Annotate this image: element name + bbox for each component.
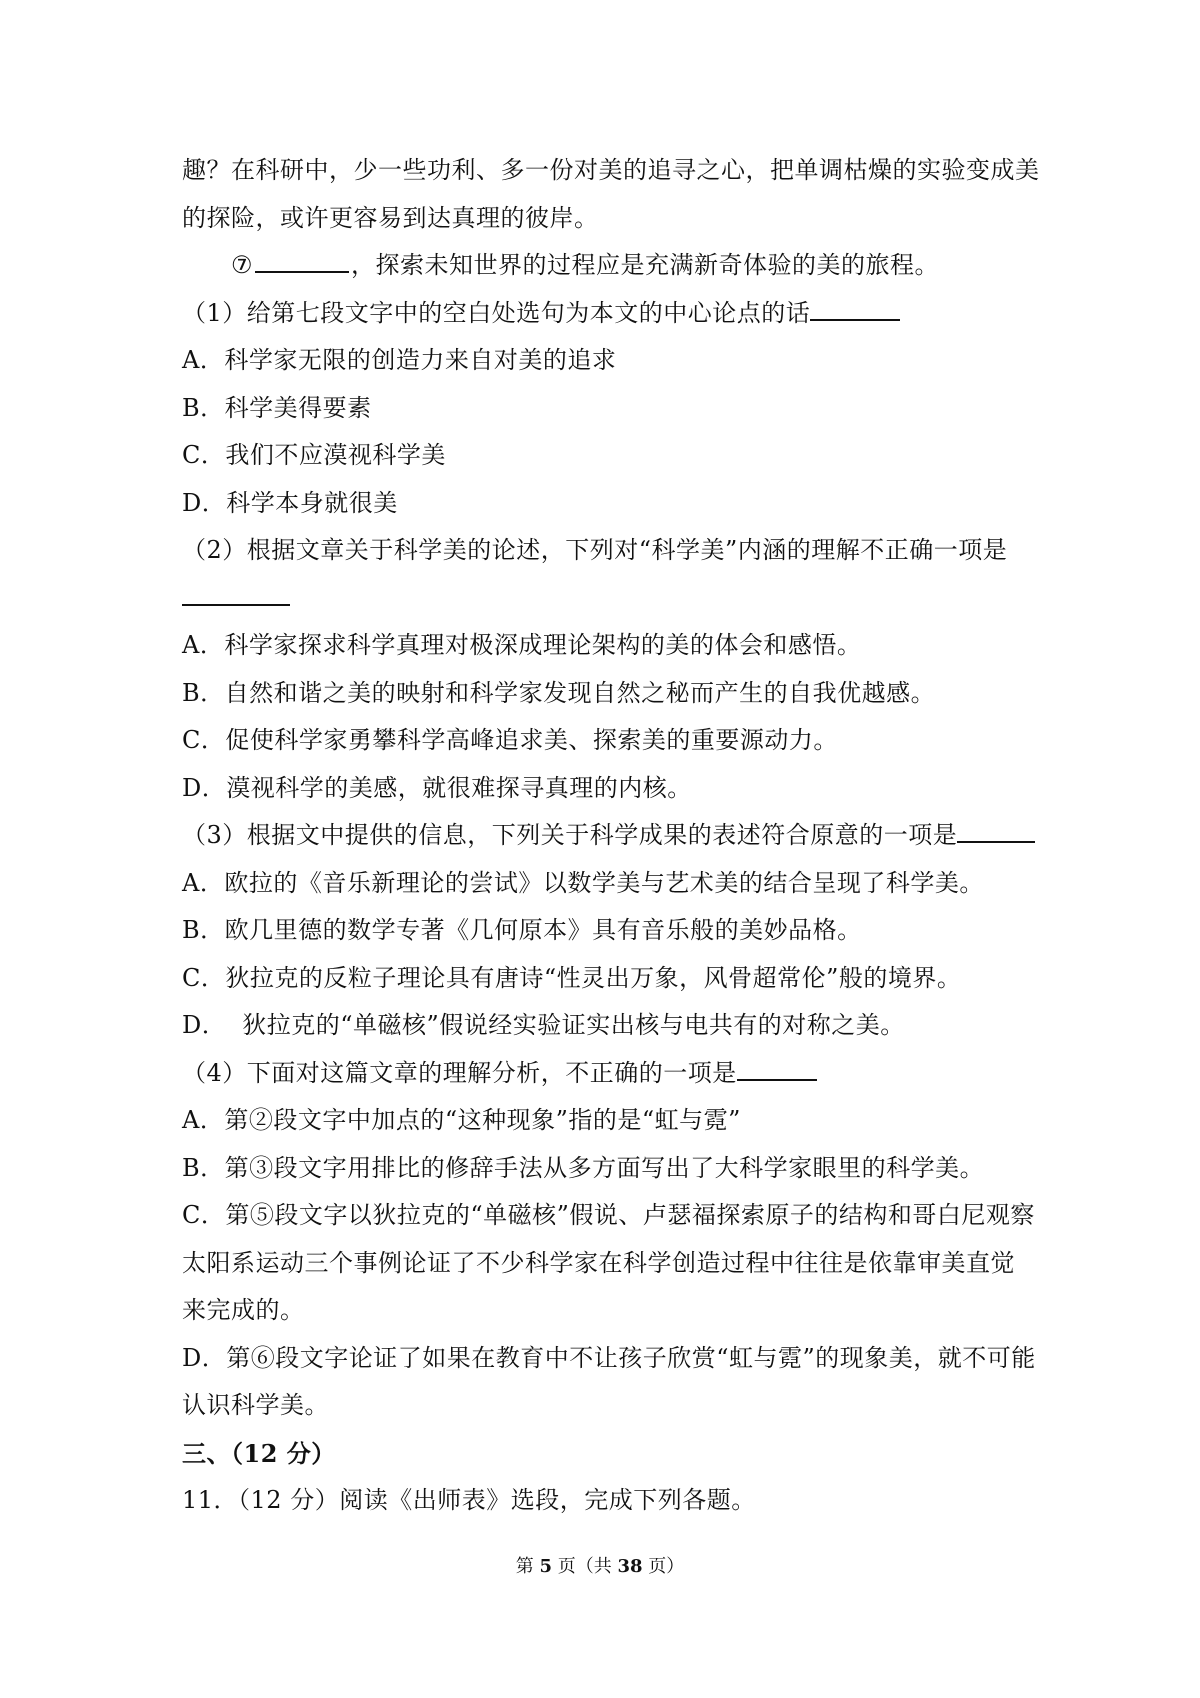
answer-blank[interactable] xyxy=(737,1053,817,1081)
answer-blank[interactable] xyxy=(182,586,290,606)
paragraph-7 xyxy=(182,242,1032,290)
answer-blank[interactable] xyxy=(255,245,349,273)
option-line: D．漠视科学的美感，就很难探寻真理的内核。 xyxy=(182,773,692,802)
option-line: A．科学家无限的创造力来自对美的追求 xyxy=(182,346,617,374)
question-11-stem: 11．（12 分）阅读《出师表》选段，完成下列各题。 xyxy=(182,1486,756,1514)
section-heading: 三、（12 分） xyxy=(182,1438,336,1468)
option-line: B．科学美得要素 xyxy=(182,393,372,422)
option-line: D． 狄拉克的“单磁核”假说经实验证实出核与电共有的对称之美。 xyxy=(182,1011,905,1039)
option-line: C．第⑤段文字以狄拉克的“单磁核”假说、卢瑟福探索原子的结构和哥白尼观察 xyxy=(182,1201,1035,1229)
question-1-stem: （1）给第七段文字中的空白处选句为本文的中心论点的话 xyxy=(182,290,1032,338)
document-body xyxy=(182,147,1040,1525)
answer-blank[interactable] xyxy=(957,815,1035,843)
option-line: B．欧几里德的数学专著《几何原本》具有音乐般的美妙品格。 xyxy=(182,916,862,944)
question-3-stem: （3）根据文中提供的信息，下列关于科学成果的表述符合原意的一项是 xyxy=(182,812,1032,860)
para7-number: ⑦ xyxy=(231,251,254,279)
answer-blank[interactable] xyxy=(810,293,900,321)
total-pages: 38 xyxy=(617,1556,643,1577)
option-continuation: 认识科学美。 xyxy=(182,1391,329,1419)
para7-text: ，探索未知世界的过程应是充满新奇体验的美的旅程。 xyxy=(351,251,940,279)
option-line: A．第②段文字中加点的“这种现象”指的是“虹与霓” xyxy=(182,1106,741,1134)
option-line: D．第⑥段文字论证了如果在教育中不让孩子欣赏“虹与霓”的现象美，就不可能 xyxy=(182,1343,1036,1372)
passage-line: 趣？在科研中，少一些功利、多一份对美的追寻之心，把单调枯燥的实验变成美 xyxy=(182,156,1040,184)
passage-line: 的探险，或许更容易到达真理的彼岸。 xyxy=(182,203,599,232)
option-line: C．我们不应漠视科学美 xyxy=(182,441,446,469)
option-continuation: 太阳系运动三个事例论证了不少科学家在科学创造过程中往往是依靠审美直觉 xyxy=(182,1248,1015,1277)
page-footer: 第 5 页（共 38 页） xyxy=(515,1556,685,1577)
option-continuation: 来完成的。 xyxy=(182,1296,305,1324)
option-line: A．科学家探求科学真理对极深成理论架构的美的体会和感悟。 xyxy=(182,631,862,659)
option-line: D．科学本身就很美 xyxy=(182,488,398,517)
option-line: B．第③段文字用排比的修辞手法从多方面写出了大科学家眼里的科学美。 xyxy=(182,1153,985,1182)
option-line: B．自然和谐之美的映射和科学家发现自然之秘而产生的自我优越感。 xyxy=(182,678,936,707)
option-line: C．促使科学家勇攀科学高峰追求美、探索美的重要源动力。 xyxy=(182,726,838,754)
page-number: 5 xyxy=(539,1556,552,1577)
option-line: C．狄拉克的反粒子理论具有唐诗“性灵出万象，风骨超常伦”般的境界。 xyxy=(182,963,962,992)
option-line: A．欧拉的《音乐新理论的尝试》以数学美与艺术美的结合呈现了科学美。 xyxy=(182,868,984,897)
question-4-stem: （4）下面对这篇文章的理解分析，不正确的一项是 xyxy=(182,1050,1032,1098)
question-2-blank-line xyxy=(182,575,1032,623)
question-2-stem: （2）根据文章关于科学美的论述，下列对“科学美”内涵的理解不正确一项是 xyxy=(182,536,1008,564)
